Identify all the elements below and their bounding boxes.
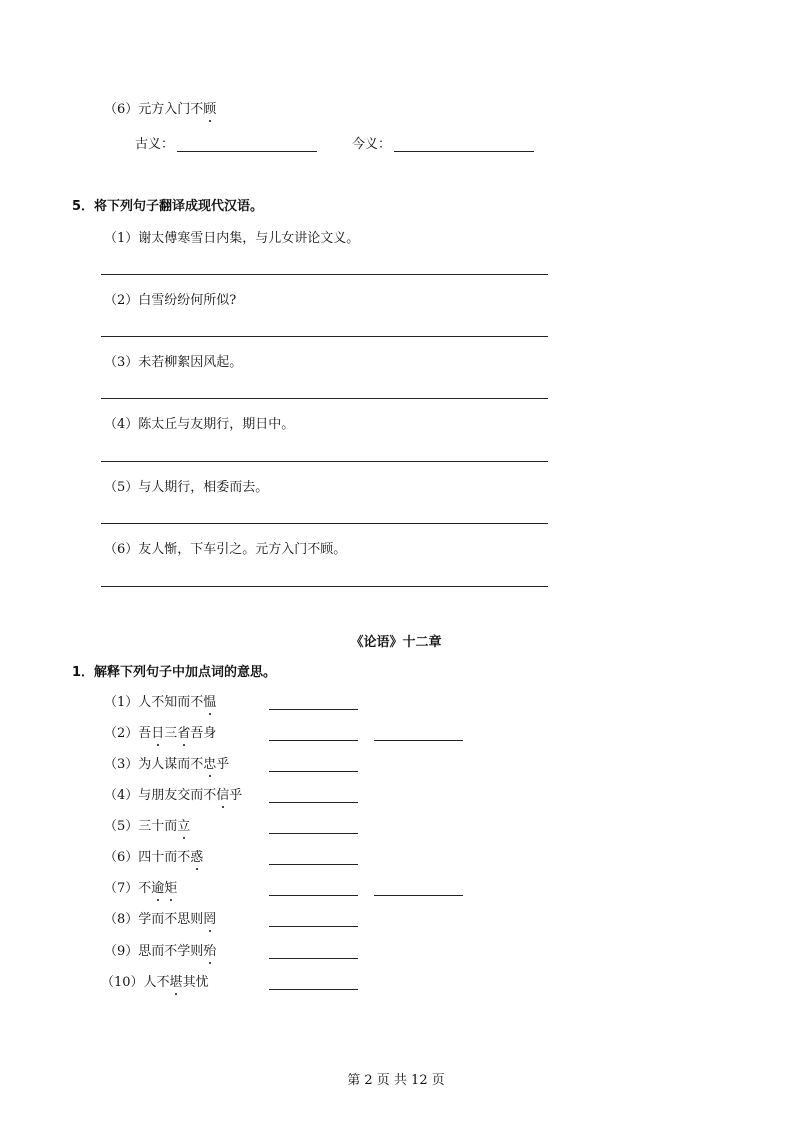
q1-blank-5[interactable] xyxy=(269,833,358,834)
phrase-text: （1）人不知而不 xyxy=(104,695,204,710)
phrase-text: （10）人不 xyxy=(101,975,170,990)
phrase-text: （3）为人谋而不 xyxy=(104,757,204,772)
q1-blank-9[interactable] xyxy=(269,958,358,959)
q1-blank-3[interactable] xyxy=(269,771,358,772)
q1-heading: 1．解释下列句子中加点词的意思。 xyxy=(72,665,277,680)
q1-blank-2a[interactable] xyxy=(269,740,358,741)
dotted-char: 罔 xyxy=(203,912,217,927)
jin-answer-blank[interactable] xyxy=(394,151,534,152)
q1-blank-4[interactable] xyxy=(269,802,358,803)
q1-blank-8[interactable] xyxy=(269,926,358,927)
q5-item-2: （2）白雪纷纷何所似? xyxy=(104,293,237,308)
q5-item-6: （6）友人惭，下车引之。元方入门不顾。 xyxy=(104,542,347,557)
q5-answer-line-1[interactable] xyxy=(101,274,548,275)
q5-answer-line-6[interactable] xyxy=(101,586,548,587)
q5-answer-line-2[interactable] xyxy=(101,336,548,337)
q1-item-1 xyxy=(104,695,216,711)
dotted-char: 逾 xyxy=(151,881,165,896)
phrase-text: （7）不 xyxy=(104,881,152,896)
phrase-text: （8）学而不思则 xyxy=(104,912,204,927)
phrase-text: （9）思而不学则 xyxy=(104,944,204,959)
dotted-char: 信 xyxy=(216,788,230,803)
q1-item-10 xyxy=(101,975,209,991)
q1-item-3 xyxy=(104,757,229,773)
phrase-text: （5）三十而 xyxy=(104,819,178,834)
phrase-text: 三 xyxy=(164,726,178,741)
q4-item6-phrase xyxy=(104,102,216,118)
q5-answer-line-4[interactable] xyxy=(101,461,548,462)
q1-blank-6[interactable] xyxy=(269,864,358,865)
q1-item-5 xyxy=(104,819,190,835)
q1-item-7 xyxy=(104,881,177,897)
gu-answer-blank[interactable] xyxy=(177,151,317,152)
section-title: 《论语》十二章 xyxy=(350,635,442,650)
q5-answer-line-3[interactable] xyxy=(101,398,548,399)
dotted-char: 愠 xyxy=(203,695,217,710)
q1-item-2 xyxy=(104,726,216,742)
dotted-char: 堪 xyxy=(169,975,183,990)
q5-answer-line-5[interactable] xyxy=(101,523,548,524)
dotted-char: 顾 xyxy=(203,102,217,117)
dotted-char: 殆 xyxy=(203,944,217,959)
q1-item-6 xyxy=(104,850,203,866)
phrase-text: 其忧 xyxy=(182,975,209,990)
dotted-char: 省 xyxy=(177,726,191,741)
phrase-text: 乎 xyxy=(216,757,230,772)
q1-blank-1[interactable] xyxy=(269,709,358,710)
q5-item-3: （3）未若柳絮因风起。 xyxy=(104,355,243,370)
phrase-text: （6）四十而不 xyxy=(104,850,191,865)
dotted-char: 日 xyxy=(151,726,165,741)
q5-item-1: （1）谢太傅寒雪日内集，与儿女讲论文义。 xyxy=(104,231,360,246)
q5-heading: 5．将下列句子翻译成现代汉语。 xyxy=(72,199,264,214)
jin-label: 今义： xyxy=(352,137,392,152)
q1-blank-7a[interactable] xyxy=(269,895,358,896)
gu-label: 古义： xyxy=(135,137,175,152)
q1-item-9 xyxy=(104,944,216,960)
page-footer: 第 2 页 共 12 页 xyxy=(347,1073,445,1088)
phrase-text: （6）元方入门不 xyxy=(104,102,204,117)
q1-blank-7b[interactable] xyxy=(374,895,463,896)
phrase-text: （2）吾 xyxy=(104,726,152,741)
q1-blank-10[interactable] xyxy=(269,989,358,990)
q1-blank-2b[interactable] xyxy=(374,740,463,741)
q1-item-8 xyxy=(104,912,216,928)
q5-item-4: （4）陈太丘与友期行，期日中。 xyxy=(104,417,295,432)
dotted-char: 立 xyxy=(177,819,191,834)
q5-item-5: （5）与人期行，相委而去。 xyxy=(104,480,269,495)
dotted-char: 忠 xyxy=(203,757,217,772)
dotted-char: 惑 xyxy=(190,850,204,865)
phrase-text: 吾身 xyxy=(190,726,217,741)
phrase-text: 乎 xyxy=(229,788,243,803)
phrase-text: （4）与朋友交而不 xyxy=(104,788,217,803)
dotted-char: 矩 xyxy=(164,881,178,896)
q1-item-4 xyxy=(104,788,242,804)
